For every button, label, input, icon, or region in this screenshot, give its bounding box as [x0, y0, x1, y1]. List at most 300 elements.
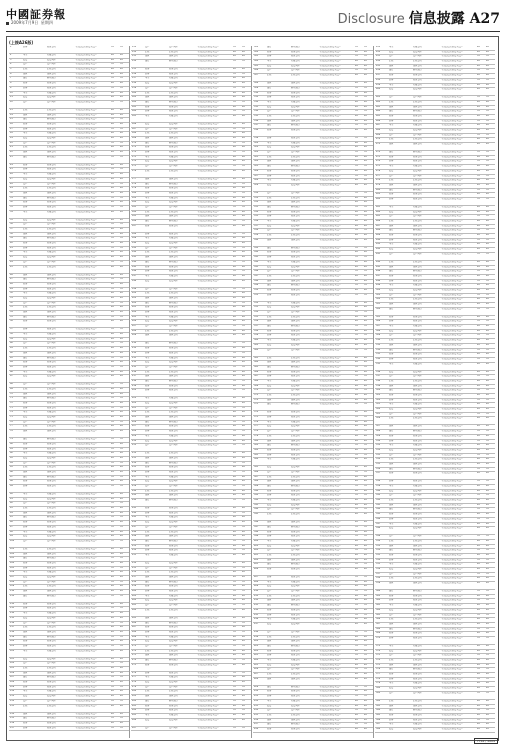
table-cell: 个人投资者出资入资户: [441, 577, 463, 580]
table-cell: 55: [477, 590, 480, 593]
table-cell: 495: [376, 265, 381, 268]
table-cell: 证券: [267, 535, 272, 538]
table-cell: 55: [364, 293, 367, 296]
table-cell: 305: [254, 64, 259, 67]
table-cell: 资产管理: [413, 494, 422, 497]
table-cell: 26: [364, 129, 367, 131]
table-cell: 259: [132, 585, 137, 588]
table-cell: 个人投资者出资入资户: [319, 480, 341, 483]
table-cell: 投资管理: [169, 242, 178, 245]
table-cell: 206: [132, 320, 137, 323]
table-cell: 个人投资者出资入资户: [75, 416, 97, 419]
table-cell: 有限公司: [169, 77, 178, 80]
table-cell: 26: [486, 83, 489, 86]
table-cell: 信托: [23, 667, 28, 669]
table-cell: 26: [242, 50, 245, 53]
table-cell: 55: [111, 644, 114, 647]
table-cell: 302: [254, 50, 259, 53]
table-cell: 个人投资者出资入资户: [319, 183, 341, 186]
table-cell: 财务公司: [169, 265, 178, 268]
table-cell: 个人投资者出资入资户: [319, 580, 341, 583]
table-cell: 26: [111, 402, 114, 404]
table-cell: 26: [233, 507, 236, 510]
table-cell: 26: [486, 499, 489, 502]
table-cell: 财务公司: [291, 169, 300, 172]
table-cell: 信托: [389, 699, 394, 702]
table-cell: 26: [242, 347, 245, 350]
table-cell: 28: [364, 439, 367, 442]
table-cell: 26: [486, 723, 489, 726]
table-cell: 个人投资者出资入资户: [75, 699, 97, 702]
table-cell: 28: [242, 160, 245, 163]
table-cell: 个人投资者出资入资户: [319, 293, 341, 296]
table-cell: 55: [477, 453, 480, 456]
table-cell: 个人投资者出资入资户: [75, 63, 97, 66]
table-cell: 26: [477, 485, 480, 487]
table-cell: 28: [242, 521, 245, 524]
table-cell: 315: [254, 114, 259, 117]
table-cell: 55: [242, 46, 245, 48]
table-cell: 55: [10, 315, 13, 318]
table-cell: 商业银行: [413, 508, 422, 511]
table-cell: 证券: [23, 406, 28, 409]
table-cell: 26: [242, 384, 245, 387]
table-cell: 27: [10, 177, 13, 180]
table-cell: 银行: [145, 699, 150, 702]
table-cell: 26: [111, 132, 114, 135]
table-cell: 个人投资者出资入资户: [197, 397, 219, 400]
table-cell: 530: [376, 439, 381, 442]
table-cell: 26: [477, 353, 480, 356]
table-cell: 财务: [389, 74, 394, 77]
table-cell: 基金: [267, 100, 272, 103]
table-cell: 28: [364, 425, 367, 428]
table-cell: 26: [233, 105, 236, 108]
table-cell: 银行: [267, 485, 272, 487]
table-cell: 26: [120, 173, 123, 176]
table-cell: 26: [120, 452, 123, 455]
section-title-cn: 信息披露 A27: [408, 11, 500, 27]
table-cell: 个人投资者出资入资户: [75, 420, 97, 423]
table-cell: 信托公司: [413, 458, 422, 461]
table-cell: 26: [120, 480, 123, 483]
table-cell: 投资管理: [47, 337, 56, 340]
table-cell: 26: [364, 91, 367, 94]
table-cell: 248: [132, 530, 137, 533]
table-cell: 信托: [389, 138, 394, 141]
table-cell: 有限公司: [47, 173, 56, 176]
table-cell: 28: [120, 375, 123, 378]
table-cell: 证券: [23, 365, 28, 368]
table-cell: 个人投资者出资入资户: [75, 347, 97, 350]
table-cell: 股份公司: [47, 127, 56, 130]
table-cell: 投资: [145, 640, 150, 643]
table-cell: 55: [233, 406, 236, 409]
table-cell: 个人投资者出资入资户: [75, 425, 97, 428]
table-cell: 26: [477, 394, 480, 396]
table-cell: 个人投资者出资入资户: [441, 174, 463, 177]
table-cell: 55: [364, 55, 367, 58]
table-cell: 26: [364, 434, 367, 437]
table-cell: 55: [111, 141, 114, 144]
table-cell: 86: [10, 470, 13, 473]
table-cell: 28: [477, 568, 480, 570]
table-cell: 417: [254, 622, 259, 625]
table-cell: 个人投资者出资入资户: [75, 466, 97, 469]
table-cell: 保险公司: [413, 622, 422, 625]
table-cell: 保险: [23, 392, 28, 395]
table-cell: 保险: [145, 96, 150, 99]
table-cell: 股份公司: [413, 197, 422, 200]
table-cell: 55: [355, 69, 358, 72]
table-cell: 28: [242, 576, 245, 578]
table-cell: 55: [486, 691, 489, 694]
table-cell: 550: [376, 539, 381, 542]
table-cell: 股份公司: [47, 168, 56, 171]
table-cell: 个人投资者出资入资户: [75, 480, 97, 483]
table-cell: 55: [120, 438, 123, 441]
table-cell: 337: [254, 224, 259, 227]
table-cell: 28: [111, 535, 114, 538]
table-cell: 28: [120, 113, 123, 116]
table-cell: 28: [355, 146, 358, 149]
table-cell: 个人投资者出资入资户: [197, 480, 219, 483]
table-cell: 55: [364, 389, 367, 392]
table-cell: 保险: [267, 361, 272, 364]
table-cell: 26: [233, 68, 236, 71]
table-cell: 个人投资者出资入资户: [197, 699, 219, 702]
table-cell: 个人投资者出资入资户: [319, 630, 341, 633]
table-cell: 383: [254, 453, 259, 456]
table-cell: 股份公司: [413, 599, 422, 602]
table-cell: 28: [355, 599, 358, 602]
table-cell: 28: [120, 590, 123, 593]
table-cell: 投资管理: [47, 456, 56, 459]
table-cell: 基金: [23, 530, 28, 533]
table-cell: 55: [486, 430, 489, 433]
table-cell: 55: [242, 270, 245, 273]
table-cell: 55: [111, 223, 114, 226]
table-cell: 368: [254, 379, 259, 382]
table-cell: 55: [120, 141, 123, 144]
table-row: [9, 540, 129, 548]
table-cell: 55: [364, 685, 367, 688]
table-cell: 投资管理: [47, 576, 56, 578]
table-cell: 154: [132, 60, 137, 63]
table-cell: 个人投资者出资入资户: [75, 292, 97, 295]
table-cell: 26: [120, 640, 123, 643]
table-cell: 99: [10, 535, 13, 538]
table-cell: 个人投资者出资入资户: [197, 287, 219, 290]
table-cell: 资产管理: [169, 287, 178, 290]
table-cell: 个人投资者出资入资户: [75, 146, 97, 149]
table-cell: 商业银行: [291, 604, 300, 607]
table-cell: 26: [486, 673, 489, 676]
table-cell: 26: [355, 649, 358, 652]
table-cell: 个人投资者出资入资户: [441, 489, 463, 492]
table-cell: 26: [111, 333, 114, 336]
table-cell: 商业银行: [47, 155, 56, 158]
table-cell: 个人投资者出资入资户: [319, 568, 341, 570]
table-cell: 418: [254, 630, 259, 633]
table-cell: 个人投资者出资入资户: [75, 511, 97, 514]
table-cell: 基金: [267, 339, 272, 342]
table-cell: 573: [376, 654, 381, 657]
table-cell: 财务公司: [291, 251, 300, 254]
table-cell: 26: [233, 411, 236, 414]
table-cell: 投资: [389, 489, 394, 492]
table-cell: 资产管理: [413, 535, 422, 538]
table-cell: 证券: [23, 607, 28, 610]
table-cell: 473: [376, 155, 381, 158]
table-cell: 个人投资者出资入资户: [441, 339, 463, 342]
table-cell: 基金: [23, 690, 28, 693]
table-cell: 证券: [267, 576, 272, 578]
table-cell: 55: [486, 279, 489, 282]
table-cell: 522: [376, 398, 381, 401]
table-cell: 个人投资者出资入资户: [75, 616, 97, 619]
table-cell: 信托公司: [169, 329, 178, 332]
table-cell: 商业银行: [169, 141, 178, 144]
table-cell: 28: [242, 177, 245, 180]
table-cell: 个人投资者出资入资户: [441, 375, 463, 378]
table-cell: 证券: [389, 357, 394, 360]
table-cell: 79: [10, 438, 13, 441]
table-cell: 投资管理: [169, 439, 178, 442]
table-cell: 28: [477, 582, 480, 585]
table-cell: 325: [254, 165, 259, 168]
table-cell: 345: [254, 265, 259, 268]
table-cell: 个人投资者出资入资户: [319, 494, 341, 497]
table-cell: 投资: [267, 466, 272, 469]
table-row: [375, 253, 495, 261]
table-cell: 投资: [145, 320, 150, 323]
table-cell: 个人投资者出资入资户: [441, 408, 463, 411]
table-cell: 513: [376, 353, 381, 356]
table-cell: 26: [355, 74, 358, 77]
table-cell: 203: [132, 306, 137, 309]
table-cell: 55: [233, 566, 236, 569]
table-cell: 270: [132, 640, 137, 643]
table-cell: 55: [233, 287, 236, 290]
table-cell: 424: [254, 659, 259, 661]
table-cell: 资产: [23, 100, 28, 103]
table-cell: 26: [486, 315, 489, 318]
table-cell: 359: [254, 334, 259, 337]
table-cell: 55: [120, 621, 123, 624]
table-cell: 55: [242, 644, 245, 647]
table-caption: (上接A26版): [9, 40, 34, 45]
table-cell: 28: [364, 119, 367, 122]
table-cell: 213: [132, 356, 137, 359]
table-cell: 保险: [23, 72, 28, 75]
table-cell: 55: [111, 328, 114, 331]
table-cell: 基金: [23, 493, 28, 495]
table-cell: 信托公司: [291, 635, 300, 638]
table-cell: 信托公司: [291, 155, 300, 158]
table-cell: 352: [254, 301, 259, 304]
table-cell: 资产: [145, 86, 150, 89]
table-cell: 资产管理: [169, 444, 178, 447]
table-cell: 财务公司: [169, 466, 178, 469]
table-cell: 资产: [267, 229, 272, 232]
table-cell: 资产: [23, 662, 28, 665]
table-cell: 26: [486, 458, 489, 461]
table-cell: 8: [10, 82, 12, 85]
table-cell: 26: [233, 626, 236, 629]
table-cell: 财务: [389, 632, 394, 635]
table-cell: 银行: [23, 635, 28, 638]
table-cell: 个人投资者出资入资户: [319, 110, 341, 113]
table-cell: 55: [355, 630, 358, 633]
table-cell: 投资: [267, 622, 272, 625]
table-cell: 26: [242, 571, 245, 574]
table-cell: 26: [111, 146, 114, 149]
table-cell: 55: [486, 494, 489, 497]
table-cell: 26: [120, 265, 123, 268]
table-cell: 26: [364, 301, 367, 304]
table-cell: 个人投资者出资入资户: [75, 122, 97, 125]
table-cell: 55: [111, 278, 114, 281]
table-cell: 177: [132, 177, 137, 180]
table-cell: 384: [254, 458, 259, 461]
table-cell: 236: [132, 470, 137, 473]
table-cell: 个人投资者出资入资户: [197, 535, 219, 538]
table-cell: 28: [477, 210, 480, 213]
table-cell: 保险公司: [47, 552, 56, 555]
table-cell: 26: [111, 612, 114, 615]
table-cell: 个人投资者出资入资户: [197, 580, 219, 583]
table-cell: 26: [477, 138, 480, 141]
table-cell: 资产: [267, 508, 272, 511]
table-cell: 26: [111, 251, 114, 254]
table-cell: 26: [120, 649, 123, 652]
table-cell: 55: [111, 607, 114, 610]
table-cell: 55: [486, 467, 489, 470]
table-cell: 资产管理: [47, 662, 56, 665]
table-cell: 55: [477, 691, 480, 694]
table-cell: 41: [10, 246, 13, 249]
table-cell: 信托: [267, 513, 272, 516]
table-cell: 个人投资者出资入资户: [441, 434, 463, 437]
table-cell: 55: [242, 86, 245, 89]
table-cell: 个人投资者出资入资户: [319, 389, 341, 392]
table-cell: 有限公司: [169, 676, 178, 679]
table-cell: 个人投资者出资入资户: [441, 379, 463, 382]
table-cell: 479: [376, 183, 381, 186]
table-cell: 投资: [23, 576, 28, 578]
table-cell: 保险: [389, 663, 394, 666]
table-cell: 55: [111, 557, 114, 560]
table-cell: 资产管理: [413, 215, 422, 218]
table-cell: 保险: [145, 215, 150, 218]
table-cell: 财务公司: [47, 320, 56, 323]
table-cell: 基金: [389, 682, 394, 685]
table-cell: 26: [120, 122, 123, 125]
table-cell: 信托公司: [169, 91, 178, 94]
table-cell: 55: [486, 160, 489, 163]
table-cell: 528: [376, 430, 381, 433]
table-cell: 个人投资者出资入资户: [441, 618, 463, 621]
table-cell: 个人投资者出资入资户: [75, 671, 97, 674]
table-cell: 个人投资者出资入资户: [441, 691, 463, 694]
table-cell: 个人投资者出资入资户: [441, 699, 463, 702]
table-cell: 保险公司: [169, 55, 178, 58]
table-cell: 个人投资者出资入资户: [197, 306, 219, 309]
table-cell: 投资管理: [413, 210, 422, 213]
table-cell: 商业银行: [413, 348, 422, 351]
table-cell: 575: [376, 663, 381, 666]
table-cell: 商业银行: [47, 594, 56, 597]
table-cell: 28: [486, 622, 489, 625]
table-cell: 26: [242, 704, 245, 707]
table-cell: 28: [486, 663, 489, 666]
table-cell: 55: [111, 365, 114, 368]
table-cell: 个人投资者出资入资户: [75, 580, 97, 583]
table-cell: 个人投资者出资入资户: [319, 398, 341, 401]
table-cell: 28: [486, 503, 489, 506]
table-cell: 投资: [145, 242, 150, 245]
table-cell: 个人投资者出资入资户: [75, 328, 97, 331]
table-cell: 个人投资者出资入资户: [197, 210, 219, 213]
table-cell: 26: [120, 521, 123, 524]
table-cell: 55: [364, 348, 367, 351]
table-cell: 资产: [23, 182, 28, 185]
table-cell: 个人投资者出资入资户: [197, 635, 219, 638]
table-cell: 55: [233, 260, 236, 263]
table-cell: 55: [477, 430, 480, 433]
table-cell: 135: [10, 717, 15, 720]
table-cell: 个人投资者出资入资户: [197, 671, 219, 674]
table-cell: 274: [132, 659, 137, 661]
table-cell: 55: [242, 420, 245, 423]
table-cell: 55: [477, 320, 480, 323]
table-cell: 保险: [23, 712, 28, 715]
table-cell: 个人投资者出资入资户: [441, 265, 463, 268]
table-cell: 商业银行: [291, 685, 300, 688]
table-cell: 银行: [23, 278, 28, 281]
table-cell: 商业银行: [169, 499, 178, 502]
table-cell: 55: [477, 677, 480, 680]
table-cell: 469: [376, 133, 381, 136]
table-cell: 28: [364, 146, 367, 149]
table-cell: 股份公司: [413, 677, 422, 680]
table-cell: 55: [242, 630, 245, 633]
table-cell: 保险: [23, 590, 28, 593]
table-cell: 26: [120, 82, 123, 85]
table-cell: 28: [355, 265, 358, 268]
table-cell: 55: [120, 594, 123, 597]
table-cell: 个人投资者出资入资户: [441, 307, 463, 310]
table-cell: 投资: [267, 544, 272, 547]
table-cell: 个人投资者出资入资户: [441, 522, 463, 525]
table-cell: 股份公司: [413, 636, 422, 639]
table-cell: 个人投资者出资入资户: [319, 60, 341, 63]
table-cell: 有限公司: [413, 46, 422, 48]
table-cell: 个人投资者出资入资户: [441, 453, 463, 456]
table-cell: 55: [355, 215, 358, 218]
table-cell: 个人投资者出资入资户: [441, 243, 463, 246]
table-cell: 股份公司: [169, 430, 178, 433]
table-cell: 538: [376, 480, 381, 483]
table-cell: 245: [132, 516, 137, 519]
table-cell: 28: [477, 687, 480, 690]
table-cell: 28: [233, 334, 236, 337]
table-cell: 个人投资者出资入资户: [197, 659, 219, 661]
table-cell: 55: [233, 232, 236, 235]
table-cell: 个人投资者出资入资户: [441, 69, 463, 72]
table-cell: 26: [477, 499, 480, 502]
